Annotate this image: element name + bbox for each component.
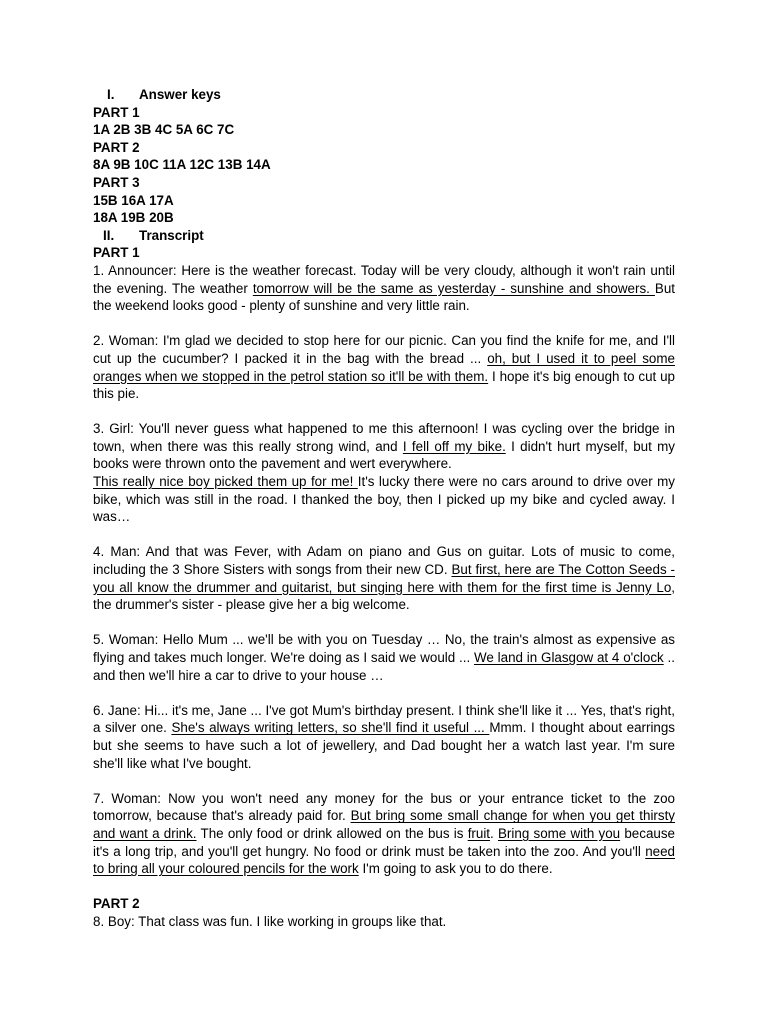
underlined-answer: tomorrow will be the same as yesterday - sunshine and showers. <box>252 280 655 296</box>
underlined-answer: I fell off my bike. <box>402 438 506 454</box>
underlined-answer: This really nice boy picked them up for me! <box>93 474 358 490</box>
underlined-answer: oh, but I used it to peel some oranges when we stopped in the petrol station so it'll be with them. <box>93 350 675 384</box>
section-title: Answer keys <box>139 87 221 102</box>
key-line: PART 3 <box>93 174 140 190</box>
section-number: II. <box>103 227 115 243</box>
transcript-item-1: 1. Announcer: Here is the weather forecast. Today will be very cloudy, although it won't rain until the evening. The weather tomorrow will be the same as yesterday - sunshine and showers. But the weekend looks good - plenty of sunshine and very little rain. <box>93 262 676 314</box>
underlined-answer: Bring some with you <box>498 825 621 841</box>
transcript-item-2: 2. Woman: I'm glad we decided to stop here for our picnic. Can you find the knife for me, and I'll cut up the cucumber? I packed it in the bag with the bread ... oh, but I used it to peel some oranges when we stopped in the petrol station so it'll be with them. I hope it's big enough to cut up this pie. <box>93 333 676 402</box>
key-line: 8A 9B 10C 11A 12C 13B 14A <box>93 157 271 173</box>
transcript-item-5: 5. Woman: Hello Mum ... we'll be with you on Tuesday … No, the train's almost as expensive as flying and takes much longer. We're doing as I said we would ... We land in Glasgow at 4 o'clock .. and then we'll hire a car to drive to your house … <box>93 632 675 683</box>
key-line: 15B 16A 17A <box>93 192 174 208</box>
underlined-answer: But first, here are The Cotton Seeds - you all know the drummer and guitarist, but singing here with them for the first time is Jenny Lo <box>93 562 675 595</box>
document-page <box>93 86 675 931</box>
key-line: 1A 2B 3B 4C 5A 6C 7C <box>93 122 235 138</box>
section-heading-transcript <box>93 227 675 245</box>
underlined-answer: We land in Glasgow at 4 o'clock <box>473 650 664 665</box>
transcript-item-6: 6. Jane: Hi... it's me, Jane ... I've got Mum's birthday present. I think she'll like it ... Yes, that's right, a silver one. She's always writing letters, so she'll find it useful ... Mmm. I thought about earrings but she seems to have such a lot of jewellery, and Dad bought her a watch last year. I'm sure she'll like what I've bought. <box>93 702 676 771</box>
key-line: PART 1 <box>93 104 140 120</box>
transcript-item-8: 8. Boy: That class was fun. I like working in groups like that. <box>93 913 447 929</box>
transcript-item-4: 4. Man: And that was Fever, with Adam on piano and Gus on guitar. Lots of music to come, including the 3 Shore Sisters with songs from their new CD. But first, here are The Cotton Seeds - you all know the drummer and guitarist, but singing here with them for the first time is Jenny Lo, the drummer's sister - please give her a big welcome. <box>93 544 675 613</box>
underlined-answer: But bring some small change for when you get thirsty and want a drink. <box>93 808 675 841</box>
underlined-answer: fruit <box>467 825 491 841</box>
section-number: I. <box>107 87 115 102</box>
section-title: Transcript <box>139 227 204 243</box>
key-line: 18A 19B 20B <box>93 210 174 226</box>
underlined-answer: She's always writing letters, so she'll find it useful ... <box>171 720 490 736</box>
part-heading: PART 1 <box>93 245 140 261</box>
part-heading: PART 2 <box>93 896 140 912</box>
key-line: PART 2 <box>93 139 140 155</box>
underlined-answer: need to bring all your coloured pencils for the work <box>93 843 675 877</box>
transcript-item-3: 3. Girl: You'll never guess what happened to me this afternoon! I was cycling over the bridge in town, when there was this really strong wind, and I fell off my bike. I didn't hurt myself, but my books were thrown onto the pavement and wert everywhere. This really nice boy picked them up for me! It's lucky there were no cars around to drive over my bike, which was still in the road. I thanked the boy, then I picked up my bike and cycled away. I was… <box>93 421 675 525</box>
section-heading-answer-keys <box>93 86 675 104</box>
transcript-item-7: 7. Woman: Now you won't need any money for the bus or your entrance ticket to the zoo tomorrow, because that's already paid for. But bring some small change for when you get thirsty and want a drink. The only food or drink allowed on the bus is fruit. Bring some with you because it's a long trip, and you'll get hungry. No food or drink must be taken into the zoo. And you'll need to bring all your coloured pencils for the work I'm going to ask you to do there. <box>93 790 675 877</box>
